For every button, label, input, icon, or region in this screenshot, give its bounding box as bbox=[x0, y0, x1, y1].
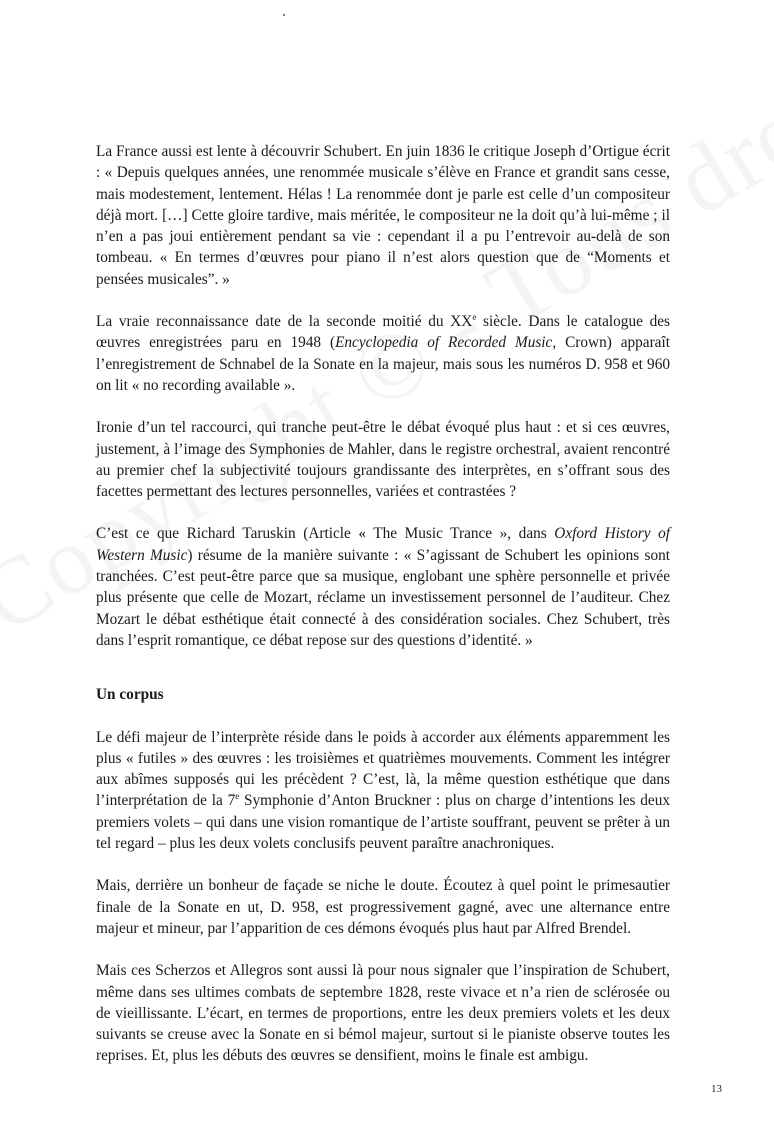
paragraph-5-text-b: Symphonie d’Anton Bruckner : plus on charge d’intentions les deux premiers volets – qui dans une vision romantique de l’artiste souffrant, peuvent se prêter à un tel regard – plus les deux volets conclusifs peuvent paraître anachroniques. bbox=[96, 792, 671, 853]
paragraph-5-text-a: Le défi majeur de l’interprète réside dans le poids à accorder aux éléments apparemment les plus « futiles » des œuvres : les troisièmes et quatrièmes mouvements. Comment les intégrer aux abîmes supposés qui les précèdent ? C’est, là, la même question esthétique que dans l’interprétation de la 7 bbox=[96, 728, 670, 810]
paragraph-5 bbox=[96, 727, 670, 855]
superscript-e: e bbox=[235, 791, 240, 802]
paragraph-4-text-a: C’est ce que Richard Taruskin (Article « The Music Trance », dans bbox=[96, 525, 555, 543]
paragraph-2-text-a: La vraie reconnaissance date de la seconde moitié du XX bbox=[96, 313, 473, 331]
paragraph-7: Mais ces Scherzos et Allegros sont aussi là pour nous signaler que l’inspiration de Schubert, même dans ses ultimes combats de septembre 1828, reste vivace et n’a rien de sclérosée ou de vieillissante. L’écart, en termes de proportions, entre les deux premiers volets et les deux suivants se creuse avec la Sonate en si bémol majeur, surtout si le pianiste observe toutes les reprises. Et, plus les débuts des œuvres se densifient, moins le finale est ambigu. bbox=[96, 962, 670, 1065]
superscript-e: e bbox=[472, 311, 477, 322]
paragraph-2-text-c: Crown) apparaît l’enregistrement de Schnabel de la Sonate en la majeur, mais sous les numéros D. 958 et 960 on lit « no recording available ». bbox=[96, 334, 670, 394]
paragraph-3: Ironie d’un tel raccourci, qui tranche peut-être le débat évoqué plus haut : et si ces œuvres, justement, à l’image des Symphonies de Mahler, dans le registre orchestral, avaient rencontré au premier chef la subjectivité toujours grandissante des interprètes, en s’offrant sous des facettes permettant des lectures personnelles, variées et contrastées ? bbox=[96, 419, 670, 501]
paragraph-6: Mais, derrière un bonheur de façade se niche le doute. Écoutez à quel point le primesautier finale de la Sonate en ut, D. 958, est progressivement gagné, avec une alternance entre majeur et mineur, par l’apparition de ces démons évoqués plus haut par Alfred Brendel. bbox=[96, 877, 670, 937]
scan-dot bbox=[283, 14, 285, 16]
paragraph-2 bbox=[96, 311, 670, 396]
body-text bbox=[96, 141, 670, 1067]
page-number: 13 bbox=[711, 1083, 722, 1095]
paragraph-1: La France aussi est lente à découvrir Schubert. En juin 1836 le critique Joseph d’Ortigue écrit : « Depuis quelques années, une renommée musicale s’élève en France et grandit sans cesse, mais modestement, lentement. Hélas ! La renommée dont je parle est celle d’un compositeur déjà mort. […] Cette gloire tardive, mais méritée, le compositeur ne la doit qu’à lui-même ; il n’en a pas joui entièrement pendant sa vie : cependant il a pu l’entrevoir au-delà de son tombeau. « En termes d’œuvres pour piano il n’est alors question que de “Moments et pensées musicales”. » bbox=[96, 143, 670, 288]
section-heading: Un corpus bbox=[96, 686, 164, 704]
paragraph-4-text-b: ) résume de la manière suivante : « S’agissant de Schubert les opinions sont tranchées. C’est peut-être parce que sa musique, englobant une sphère personnelle et privée plus présente que celle de Mozart, réclame un investissement personnel de l’auditeur. Chez Mozart le débat esthétique était connecté à des considération sociales. Chez Schubert, très dans l’esprit romantique, ce débat repose sur des questions d’identité. » bbox=[96, 546, 670, 649]
book-title-italic: Encyclopedia of Recorded Music, bbox=[335, 334, 557, 352]
book-title-italic: Oxford History of Western Music bbox=[96, 525, 670, 564]
paragraph-4 bbox=[96, 523, 670, 651]
paragraph-2-text-b: siècle. Dans le catalogue des œuvres enregistrées paru en 1948 ( bbox=[96, 313, 670, 352]
